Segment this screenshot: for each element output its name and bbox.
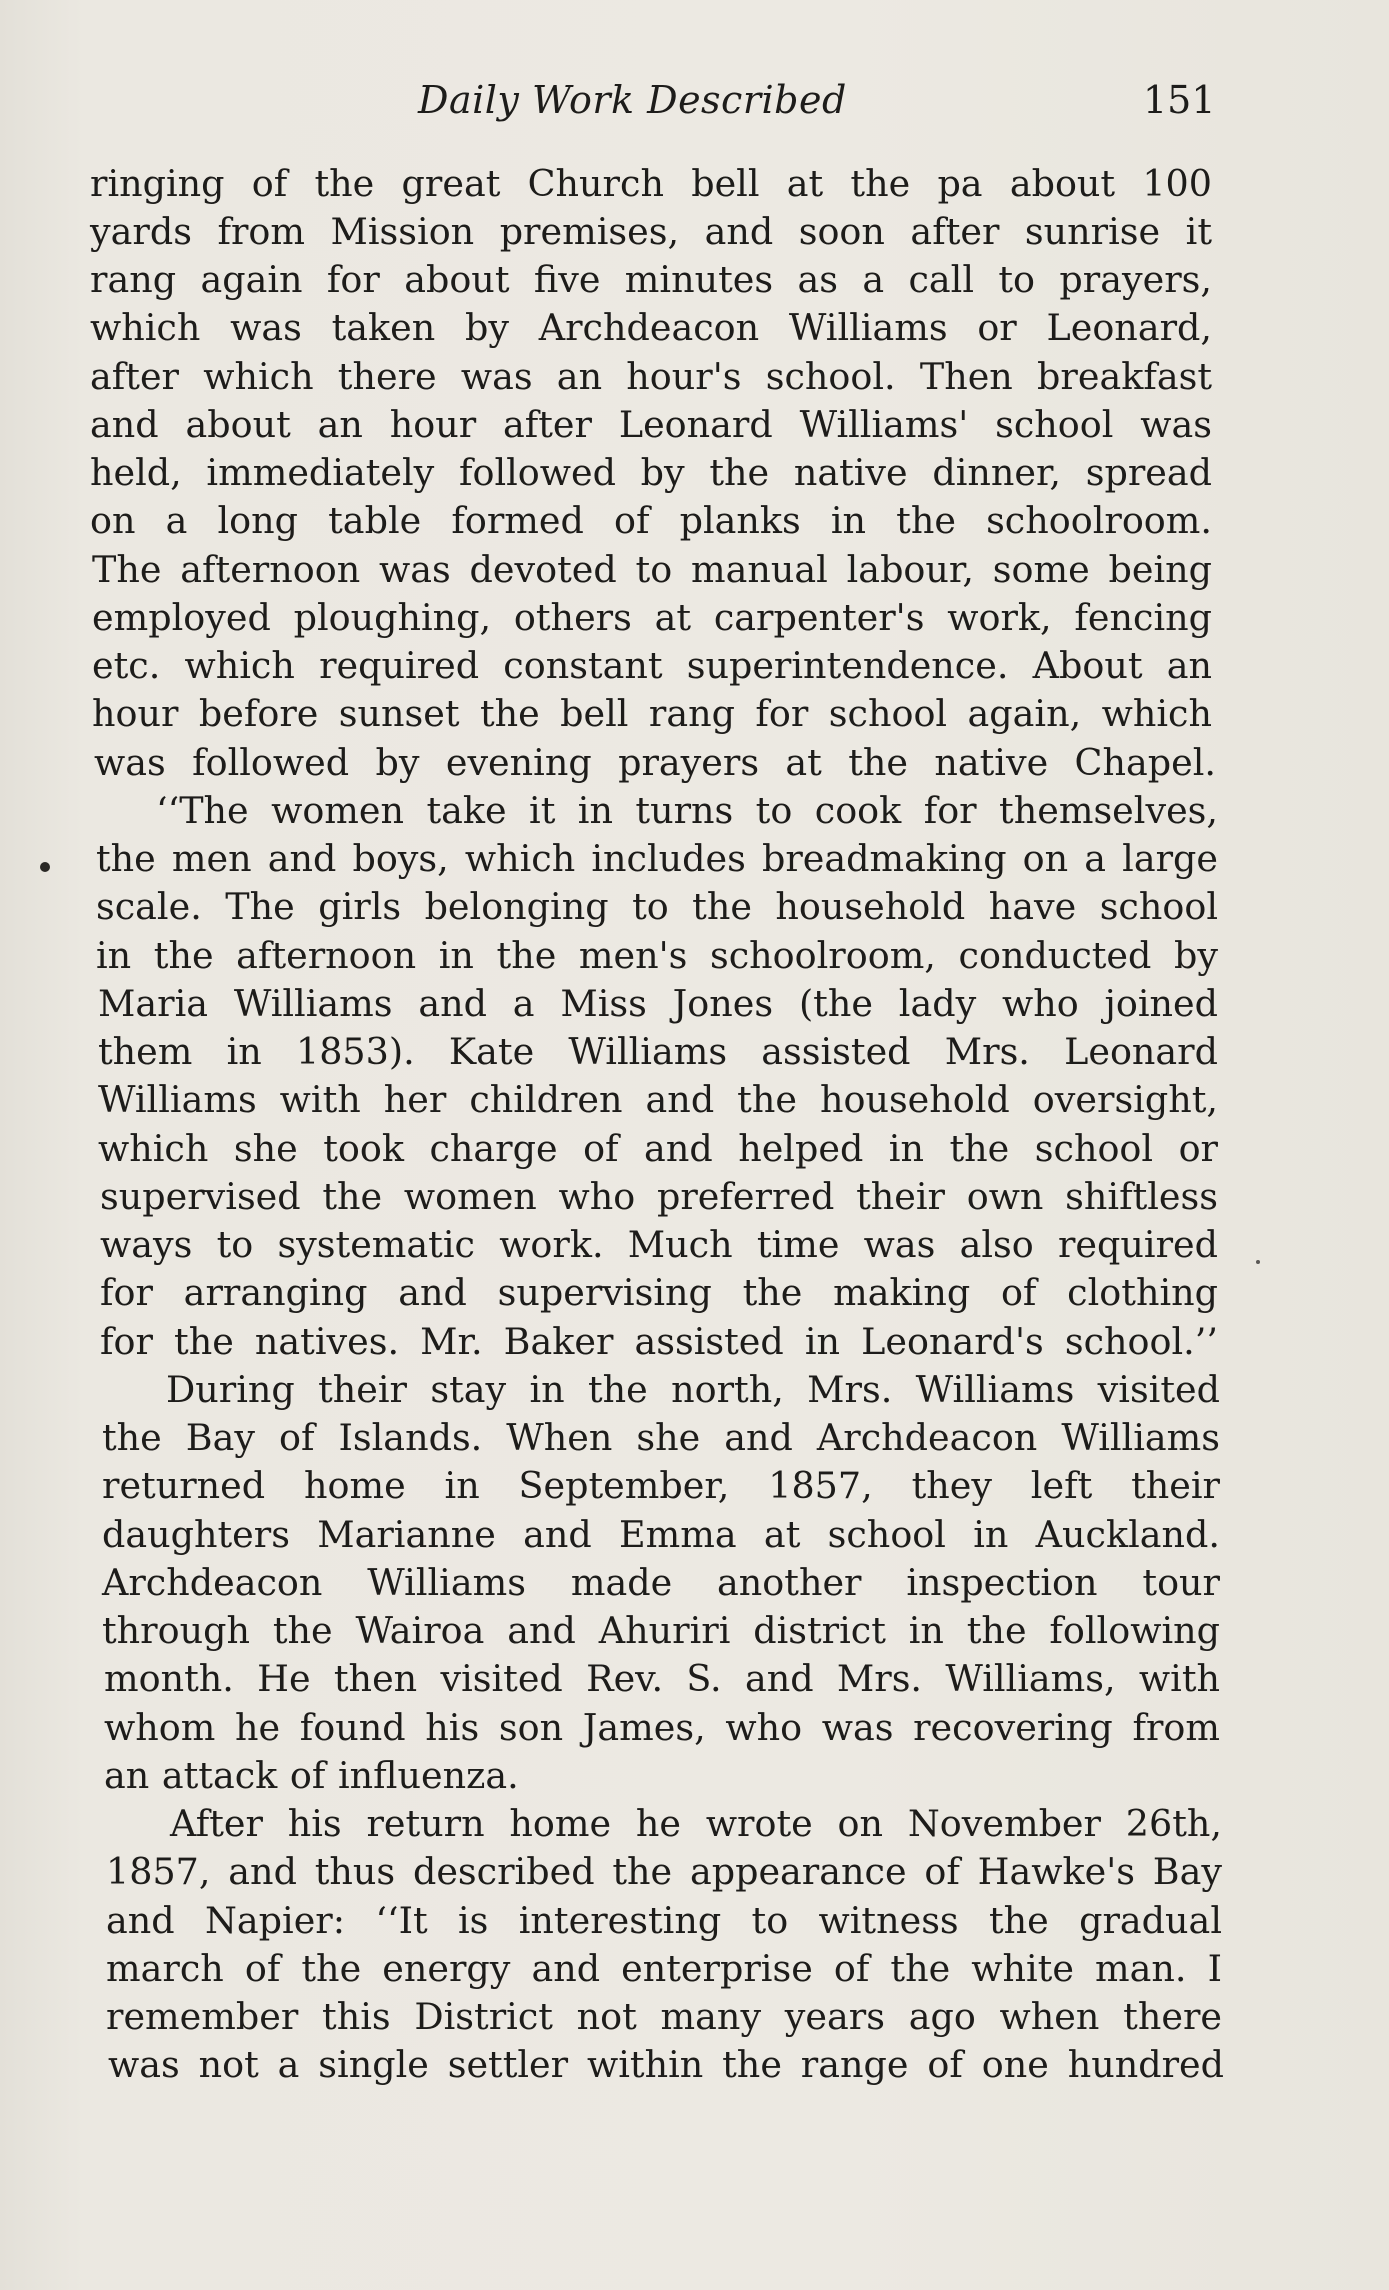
text-line: march of the energy and enterprise of the white man. I [106, 1947, 1222, 1990]
margin-bullet-mark [40, 862, 50, 872]
text-line: in the afternoon in the men's schoolroom, conducted by [96, 934, 1218, 977]
text-line: was followed by evening prayers at the native Chapel. [94, 741, 1216, 784]
text-line: etc. which required constant superintendence. About an [92, 644, 1212, 687]
text-line: hour before sunset the bell rang for school again, which [92, 692, 1212, 735]
text-line: and about an hour after Leonard Williams' school was [90, 403, 1212, 446]
text-line: and Napier: ‘‘It is interesting to witness the gradual [106, 1899, 1222, 1942]
text-line: after which there was an hour's school. Then breakfast [90, 355, 1212, 398]
text-line: Archdeacon Williams made another inspection tour [102, 1561, 1220, 1604]
text-line: Maria Williams and a Miss Jones (the lady who joined [98, 982, 1218, 1025]
text-line: them in 1853). Kate Williams assisted Mrs. Leonard [98, 1030, 1218, 1073]
running-head [0, 78, 1389, 128]
text-line: for the natives. Mr. Baker assisted in Leonard's school.’’ [100, 1320, 1218, 1363]
page-number: 151 [1143, 78, 1216, 122]
text-line: which she took charge of and helped in the school or [98, 1127, 1218, 1170]
text-line: remember this District not many years ago when there [106, 1995, 1222, 2038]
running-title: Daily Work Described [418, 78, 847, 122]
text-line: The afternoon was devoted to manual labour, some being [92, 548, 1212, 591]
text-line: Williams with her children and the household oversight, [98, 1078, 1218, 1121]
text-line: the Bay of Islands. When she and Archdeacon Williams [102, 1416, 1220, 1459]
text-line: month. He then visited Rev. S. and Mrs. Williams, with [104, 1657, 1220, 1700]
text-line: supervised the women who preferred their own shiftless [100, 1175, 1218, 1218]
text-line: for arranging and supervising the making of clothing [100, 1271, 1218, 1314]
text-line: daughters Marianne and Emma at school in Auckland. [102, 1513, 1220, 1556]
text-line: rang again for about five minutes as a call to prayers, [90, 258, 1212, 301]
text-line: was not a single settler within the range of one hundred [108, 2043, 1224, 2086]
text-line: 1857, and thus described the appearance of Hawke's Bay [106, 1850, 1222, 1893]
text-line: the men and boys, which includes breadmaking on a large [96, 837, 1218, 880]
text-line: ways to systematic work. Much time was also required [100, 1223, 1218, 1266]
margin-speck [1256, 1260, 1260, 1264]
text-line: which was taken by Archdeacon Williams or Leonard, [90, 306, 1212, 349]
text-line: on a long table formed of planks in the schoolroom. [90, 499, 1212, 542]
text-line: ‘‘The women take it in turns to cook for themselves, [156, 789, 1218, 832]
text-line: scale. The girls belonging to the household have school [96, 885, 1218, 928]
text-line: returned home in September, 1857, they left their [102, 1464, 1220, 1507]
text-line: employed ploughing, others at carpenter's work, fencing [92, 596, 1212, 639]
text-line: yards from Mission premises, and soon after sunrise it [90, 210, 1212, 253]
text-line: ringing of the great Church bell at the pa about 100 [90, 162, 1212, 205]
text-line: During their stay in the north, Mrs. Williams visited [166, 1368, 1220, 1411]
text-line: whom he found his son James, who was recovering from [104, 1706, 1220, 1749]
text-line: held, immediately followed by the native dinner, spread [90, 451, 1212, 494]
text-line: an attack of influenza. [104, 1754, 519, 1797]
text-line: through the Wairoa and Ahuriri district in the following [102, 1609, 1220, 1652]
text-line: After his return home he wrote on November 26th, [170, 1802, 1222, 1845]
